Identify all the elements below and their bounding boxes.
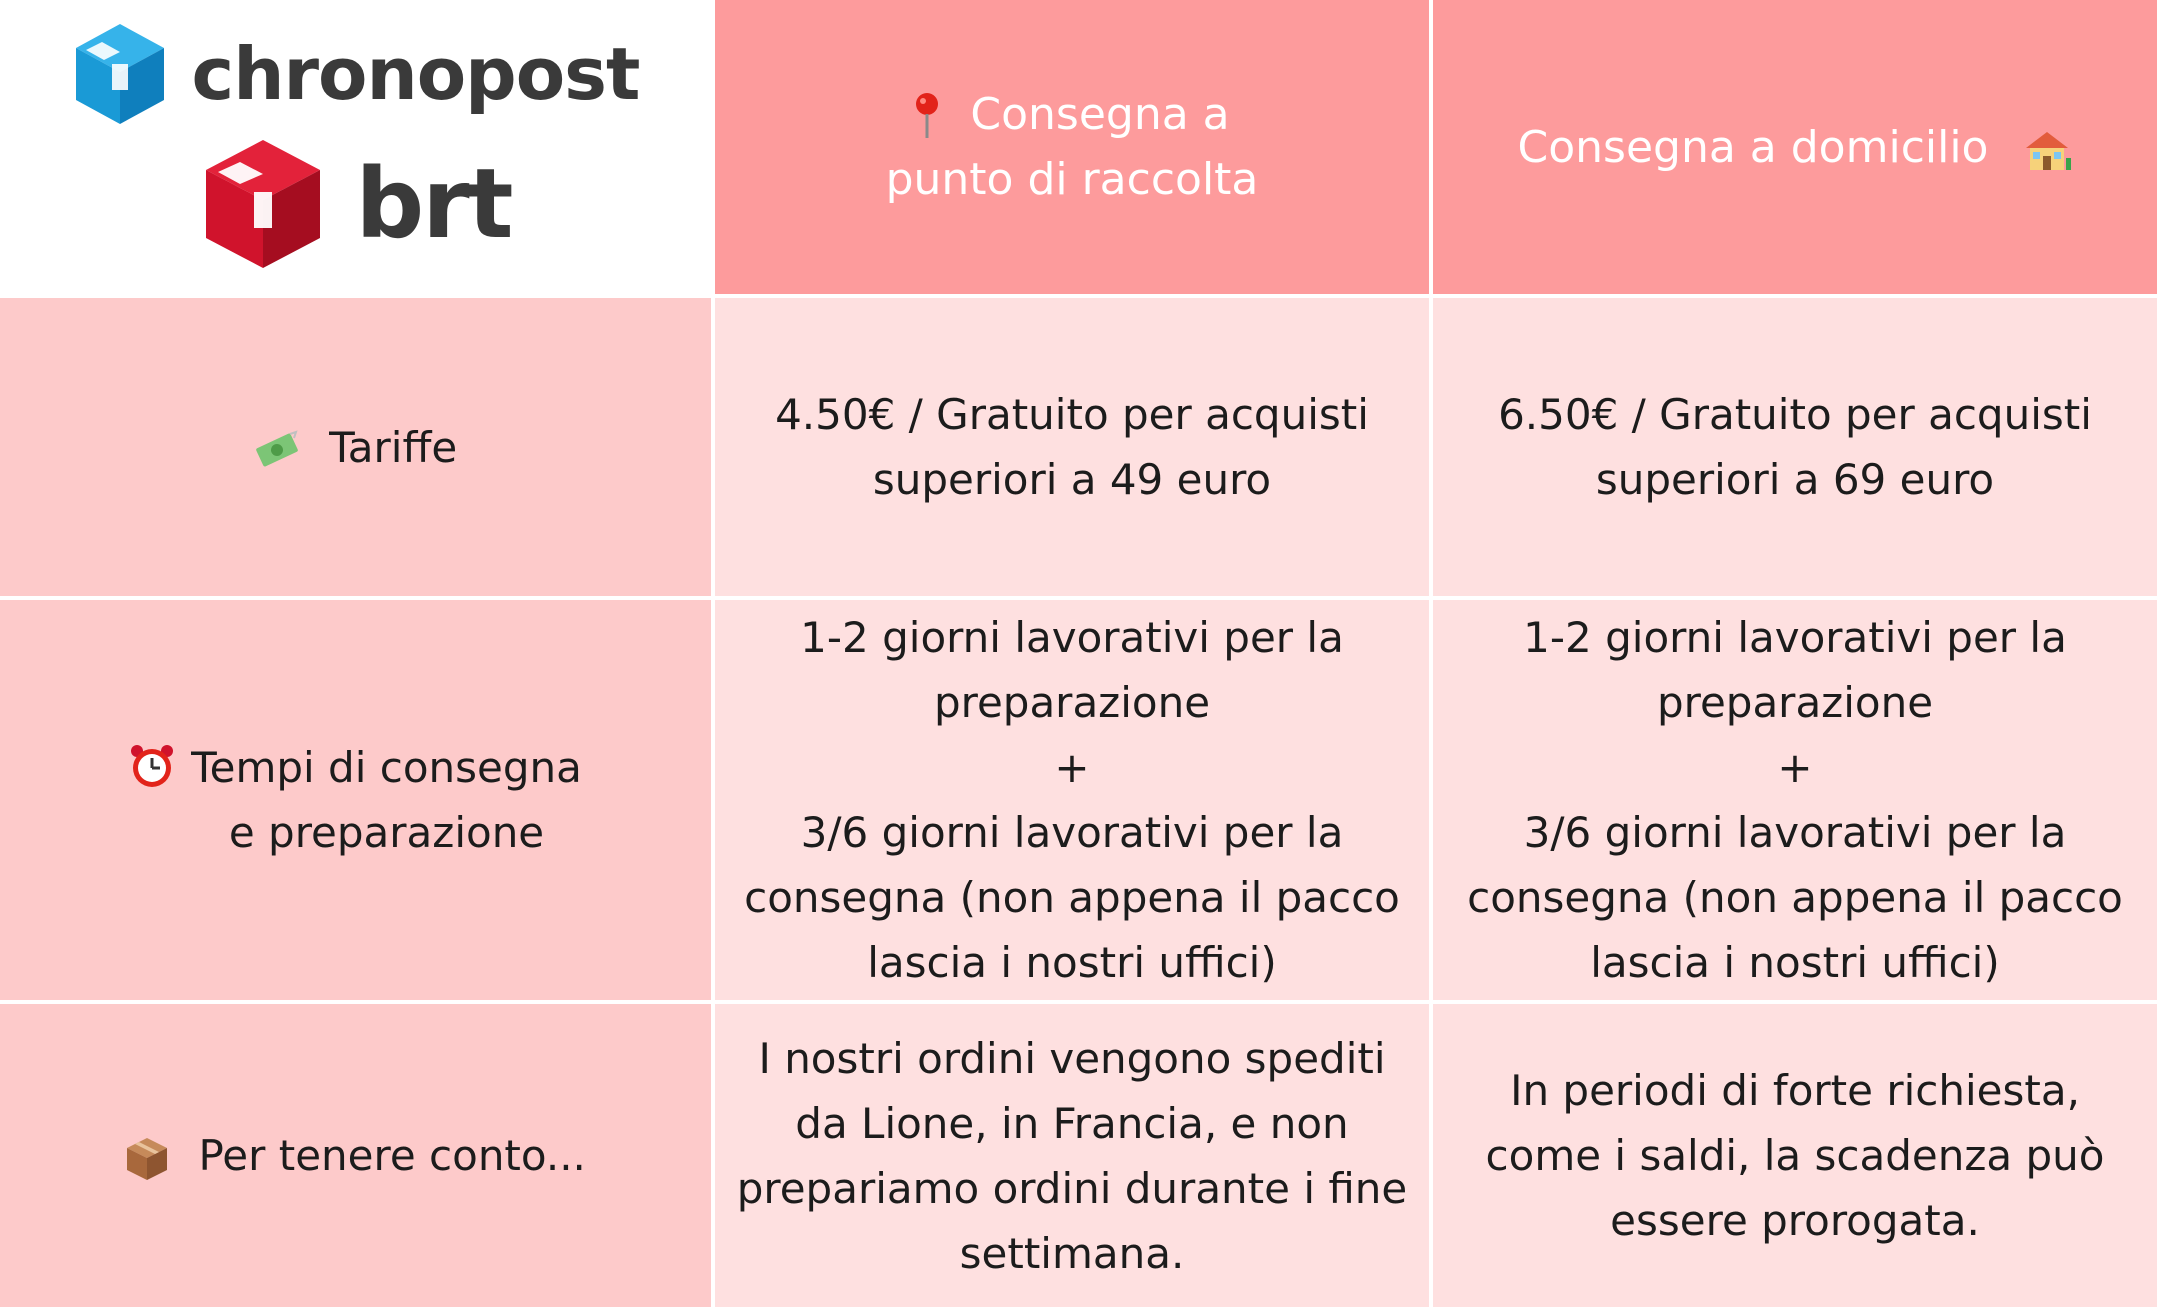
notes-pickup (715, 1004, 1433, 1307)
package-icon (125, 1136, 169, 1182)
row-label-notes-text: Per tenere conto... (198, 1131, 586, 1180)
carrier-logos (0, 0, 715, 298)
alarm-clock-icon (129, 743, 175, 789)
timing-home (1433, 600, 2157, 1004)
row-label-timing-text: Tempi di consegna e preparazione (191, 743, 582, 857)
header-pickup-point (715, 0, 1433, 298)
timing-home-text: 1-2 giorni lavorativi per la preparazione + 3/6 giorni lavorativi per la consegna (non appena il pacco lascia i nostri uffici) (1467, 613, 2123, 987)
header-home-delivery (1433, 0, 2157, 298)
row-label-rates-text: Tariffe (329, 422, 458, 472)
header-home-label: Consegna a domicilio (1517, 121, 1989, 173)
rates-home-text: 6.50€ / Gratuito per acquisti superiori a 69 euro (1498, 390, 2092, 504)
timing-pickup-text: 1-2 giorni lavorativi per la preparazione + 3/6 giorni lavorativi per la consegna (non appena il pacco lascia i nostri uffici) (744, 613, 1400, 987)
chronopost-box-icon (72, 20, 168, 128)
brt-logo (200, 134, 512, 274)
rates-pickup (715, 298, 1433, 600)
notes-pickup-text: I nostri ordini vengono spediti da Lione, in Francia, e non prepariamo ordini durante i fine settimana. (736, 1033, 1408, 1278)
pin-icon (914, 92, 940, 142)
notes-home (1433, 1004, 2157, 1307)
header-pickup-label: Consegna a punto di raccolta (885, 89, 1259, 205)
brt-wordmark: brt (355, 147, 512, 260)
notes-home-text: In periodi di forte richiesta, come i saldi, la scadenza può essere prorogata. (1485, 1066, 2105, 1245)
row-label-timing (0, 600, 715, 1004)
rates-pickup-text: 4.50€ / Gratuito per acquisti superiori a 49 euro (775, 390, 1369, 504)
chronopost-wordmark: chronopost (191, 31, 640, 116)
row-label-notes (0, 1004, 715, 1307)
timing-pickup (715, 600, 1433, 1004)
brt-box-icon (200, 134, 326, 274)
money-icon (254, 430, 300, 470)
rates-home (1433, 298, 2157, 600)
house-icon (2022, 128, 2072, 172)
chronopost-logo (72, 20, 640, 128)
row-label-rates (0, 298, 715, 600)
